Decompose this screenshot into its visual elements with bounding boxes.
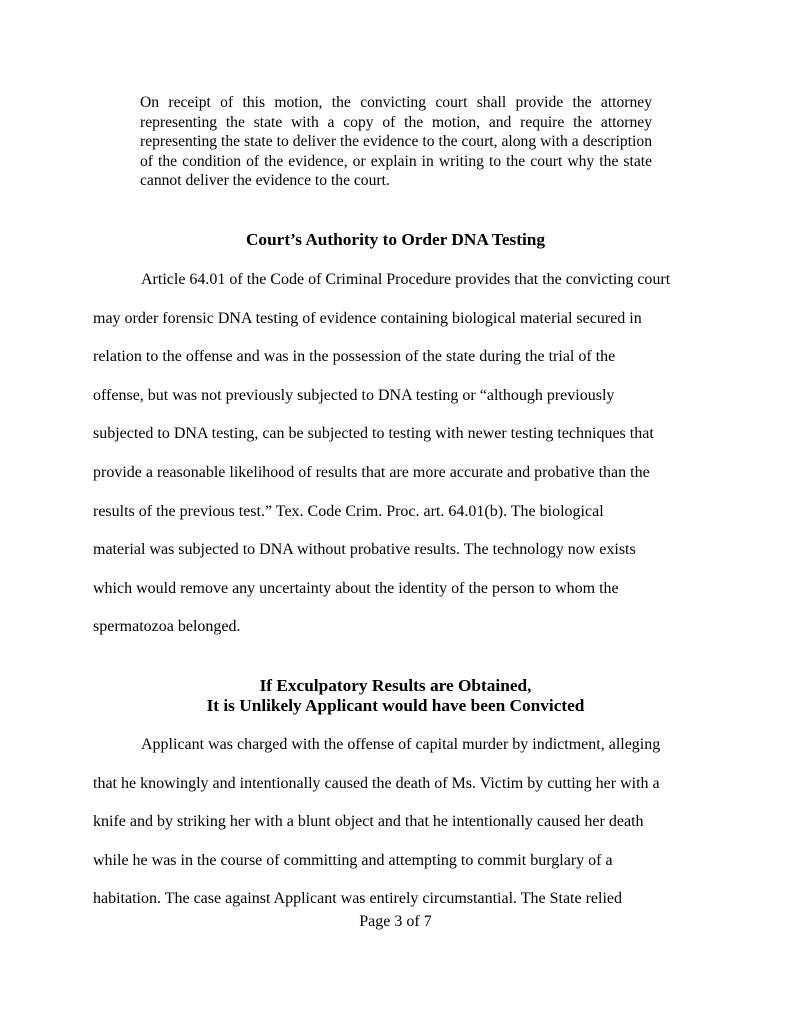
paragraph-line: material was subjected to DNA without probative results. The technology now exists <box>93 541 636 559</box>
paragraph-line: provide a reasonable likelihood of results that are more accurate and probative than the <box>93 463 650 481</box>
paragraph-line: results of the previous test.” Tex. Code Crim. Proc. art. 64.01(b). The biological <box>93 502 604 520</box>
paragraph-line: Applicant was charged with the offense of capital murder by indictment, alleging <box>141 736 661 753</box>
section-heading-dna-testing: Court’s Authority to Order DNA Testing <box>245 230 546 249</box>
paragraph-line: spermatozoa belonged. <box>93 618 241 636</box>
paragraph-line: knife and by striking her with a blunt object and that he intentionally caused her death <box>93 813 644 831</box>
section-heading-exculpatory <box>0 676 791 716</box>
paragraph-line: which would remove any uncertainty about the identity of the person to whom the <box>93 579 619 597</box>
paragraph-line: Article 64.01 of the Code of Criminal Procedure provides that the convicting court <box>141 271 671 288</box>
paragraph-line: while he was in the course of committing and attempting to commit burglary of a <box>93 851 613 869</box>
paragraph-line: that he knowingly and intentionally caused the death of Ms. Victim by cutting her with a <box>93 774 660 792</box>
paragraph-line: subjected to DNA testing, can be subjected to testing with newer testing techniques that <box>93 425 654 443</box>
section-heading-line: It is Unlikely Applicant would have been Convicted <box>206 696 585 715</box>
paragraph-dna-testing <box>93 261 699 647</box>
block-quote: On receipt of this motion, the convicting court shall provide the attorney representing the state with a copy of the motion, and require the attorney representing the state to deliver the evidence to the court, along with a description of the condition of the evidence, or explain in writing to the court why the state cannot deliver the evidence to the court. <box>140 94 652 189</box>
section-heading-line: If Exculpatory Results are Obtained, <box>259 676 532 695</box>
paragraph-exculpatory <box>93 726 699 919</box>
paragraph-line: habitation. The case against Applicant was entirely circumstantial. The State relied <box>93 890 623 908</box>
paragraph-line: offense, but was not previously subjected to DNA testing or “although previously <box>93 386 615 404</box>
paragraph-line: may order forensic DNA testing of evidence containing biological material secured in <box>93 309 642 327</box>
page-number: Page 3 of 7 <box>359 913 432 930</box>
paragraph-line: relation to the offense and was in the possession of the state during the trial of the <box>93 348 616 366</box>
